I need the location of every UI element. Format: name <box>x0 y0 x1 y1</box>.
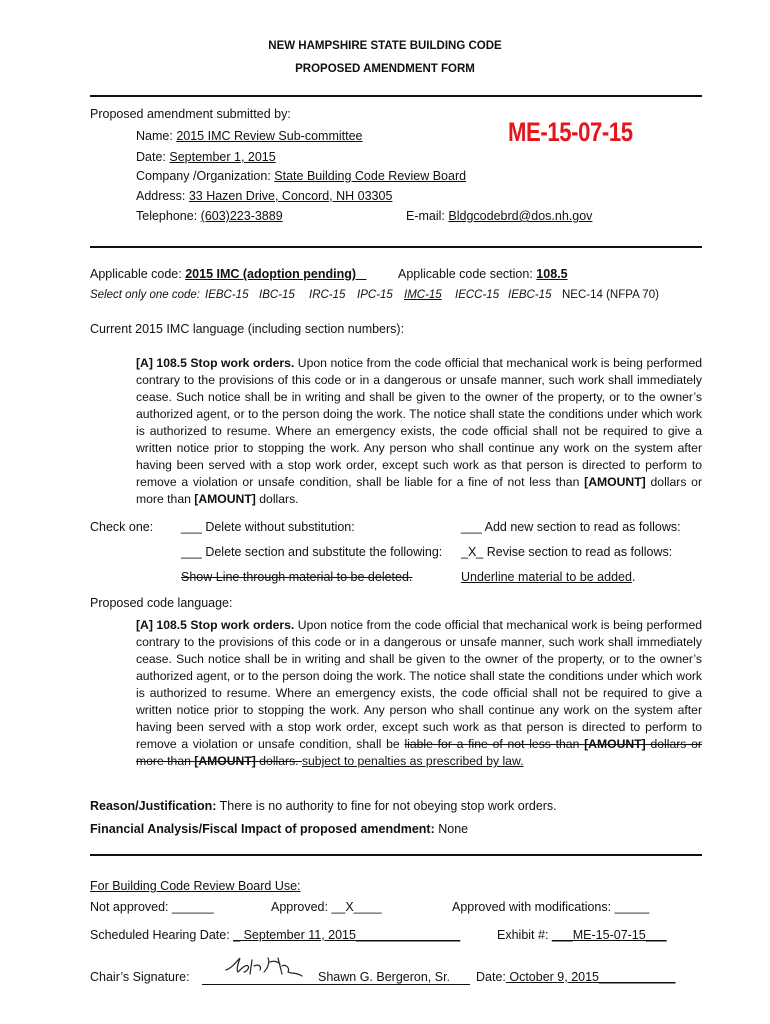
submitted-label: Proposed amendment submitted by: <box>90 107 291 121</box>
check-revise-section[interactable]: _X_ Revise section to read as follows: <box>461 545 673 559</box>
code-option-iebc-2: IEBC-15 <box>508 289 552 301</box>
current-language-text: [A] 108.5 Stop work orders. Upon notice from the code official that mechanical work is being performed contrary to the provisions of this code or in a dangerous or unsafe manner, such work shall immediately cease. Such notice shall be in writing and shall be given to the owner of the property, or to the owner’s authorized agent, or to the person doing the work. The notice shall state the conditions under which work is authorized to resume. Where an emergency exists, the code official shall not be required to give a written notice prior to stopping the work. Any person who shall continue any work on the system after having been served with a stop work order, except such work as that person is directed to perform to remove a violation or unsafe condition, shall be liable for a fine of not less than [AMOUNT] dollars or more than [AMOUNT] dollars. <box>136 356 703 506</box>
company-row: Company /Organization: State Building Code Review Board <box>136 169 467 183</box>
company-value: State Building Code Review Board <box>274 169 467 183</box>
check-add-new-section[interactable]: ___ Add new section to read as follows: <box>461 520 681 534</box>
applicable-section-value: 108.5 <box>536 267 568 281</box>
hearing-date-value: _ September 11, 2015_______________ <box>233 928 461 942</box>
code-option-irc: IRC-15 <box>309 289 346 301</box>
not-approved-field: Not approved: ______ <box>90 900 214 914</box>
form-title: NEW HAMPSHIRE STATE BUILDING CODE <box>268 40 502 52</box>
approved-value: __X____ <box>331 900 382 914</box>
address-value: 33 Hazen Drive, Concord, NH 03305 <box>188 189 393 203</box>
code-option-nec: NEC-14 (NFPA 70) <box>562 289 659 301</box>
proposal-code-id: ME-15-07-15 <box>508 117 633 147</box>
proposed-language-label: Proposed code language: <box>90 596 233 610</box>
form-subtitle: PROPOSED AMENDMENT FORM <box>295 63 475 75</box>
applicable-section-row: Applicable code section: 108.5 <box>398 267 568 281</box>
fiscal-row: Financial Analysis/Fiscal Impact of proposed amendment: None <box>90 822 469 836</box>
approved-field: Approved: __X____ <box>271 900 382 914</box>
chair-name: Shawn G. Bergeron, Sr. <box>318 970 451 984</box>
date-value: September 1, 2015 <box>169 150 276 164</box>
board-use-heading: For Building Code Review Board Use: <box>90 879 301 893</box>
divider-mid <box>90 246 702 248</box>
chair-signature-label: Chair’s Signature: <box>90 970 190 984</box>
date-row: Date: September 1, 2015 <box>136 150 276 164</box>
applicable-code-value: 2015 IMC (adoption pending) <box>185 267 357 281</box>
code-option-imc-selected: IMC-15 <box>404 289 442 301</box>
signature-line <box>202 984 470 985</box>
address-row: Address: 33 Hazen Drive, Concord, NH 03305 <box>136 189 393 203</box>
divider-bottom <box>90 854 702 856</box>
email-row: E-mail: Bldgcodebrd@dos.nh.gov <box>406 209 593 223</box>
check-one-label: Check one: <box>90 520 154 534</box>
added-text: subject to penalties as prescribed by law. <box>301 754 524 768</box>
handwritten-signature <box>222 952 312 982</box>
underline-note: Underline material to be added. <box>461 570 636 584</box>
telephone-value: (603)223-3889 <box>200 209 283 223</box>
code-option-iecc: IECC-15 <box>455 289 500 301</box>
proposed-language-text: [A] 108.5 Stop work orders. Upon notice from the code official that mechanical work is being performed contrary to the provisions of this code or in a dangerous or unsafe manner, such work shall immediately cease. Such notice shall be in writing and shall be given to the owner of the property, or to the owner’s authorized agent, or to the person doing the work. The notice shall state the conditions under which work is authorized to resume. Where an emergency exists, the code official shall not be required to give a written notice prior to stopping the work. Any person who shall continue any work on the system after having been served with a stop work order, except such work as that person is directed to perform to remove a violation or unsafe condition, shall be liable for a fine of not less than [AMOUNT] dollars or more than [AMOUNT] dollars. subject to penalties as prescribed by law. <box>136 618 702 768</box>
name-row: Name: 2015 IMC Review Sub-committee <box>136 129 363 143</box>
deleted-text: liable for a fine of not less than [AMOUNT] dollars or more than [AMOUNT] dollars. <box>136 737 702 768</box>
applicable-code-row: Applicable code: 2015 IMC (adoption pending) <box>90 267 357 281</box>
select-code-label: Select only one code: <box>90 289 200 301</box>
current-language-label: Current 2015 IMC language (including section numbers): <box>90 322 405 336</box>
telephone-row: Telephone: (603)223-3889 <box>136 209 283 223</box>
reason-row: Reason/Justification: There is no authority to fine for not obeying stop work orders. <box>90 799 557 813</box>
email-value: Bldgcodebrd@dos.nh.gov <box>448 209 593 223</box>
check-delete-and-substitute[interactable]: ___ Delete section and substitute the following: <box>181 545 443 559</box>
divider-top <box>90 95 702 97</box>
chair-date-field: Date: October 9, 2015___________ <box>476 970 676 984</box>
strike-through-note: Show Line through material to be deleted. <box>181 570 413 584</box>
code-option-ibc: IBC-15 <box>259 289 295 301</box>
chair-date-value: October 9, 2015___________ <box>505 970 676 984</box>
approved-with-modifications-field: Approved with modifications: _____ <box>452 900 650 914</box>
check-revise-mark: _X_ <box>461 545 484 559</box>
check-delete-without-substitution[interactable]: ___ Delete without substitution: <box>181 520 355 534</box>
exhibit-field: Exhibit #: ___ME-15-07-15___ <box>497 928 667 942</box>
exhibit-value: ___ME-15-07-15___ <box>551 928 667 942</box>
name-value: 2015 IMC Review Sub-committee <box>176 129 363 143</box>
code-option-ipc: IPC-15 <box>357 289 393 301</box>
hearing-date-field: Scheduled Hearing Date: _ September 11, 2015_______________ <box>90 928 461 942</box>
code-option-iebc: IEBC-15 <box>205 289 249 301</box>
